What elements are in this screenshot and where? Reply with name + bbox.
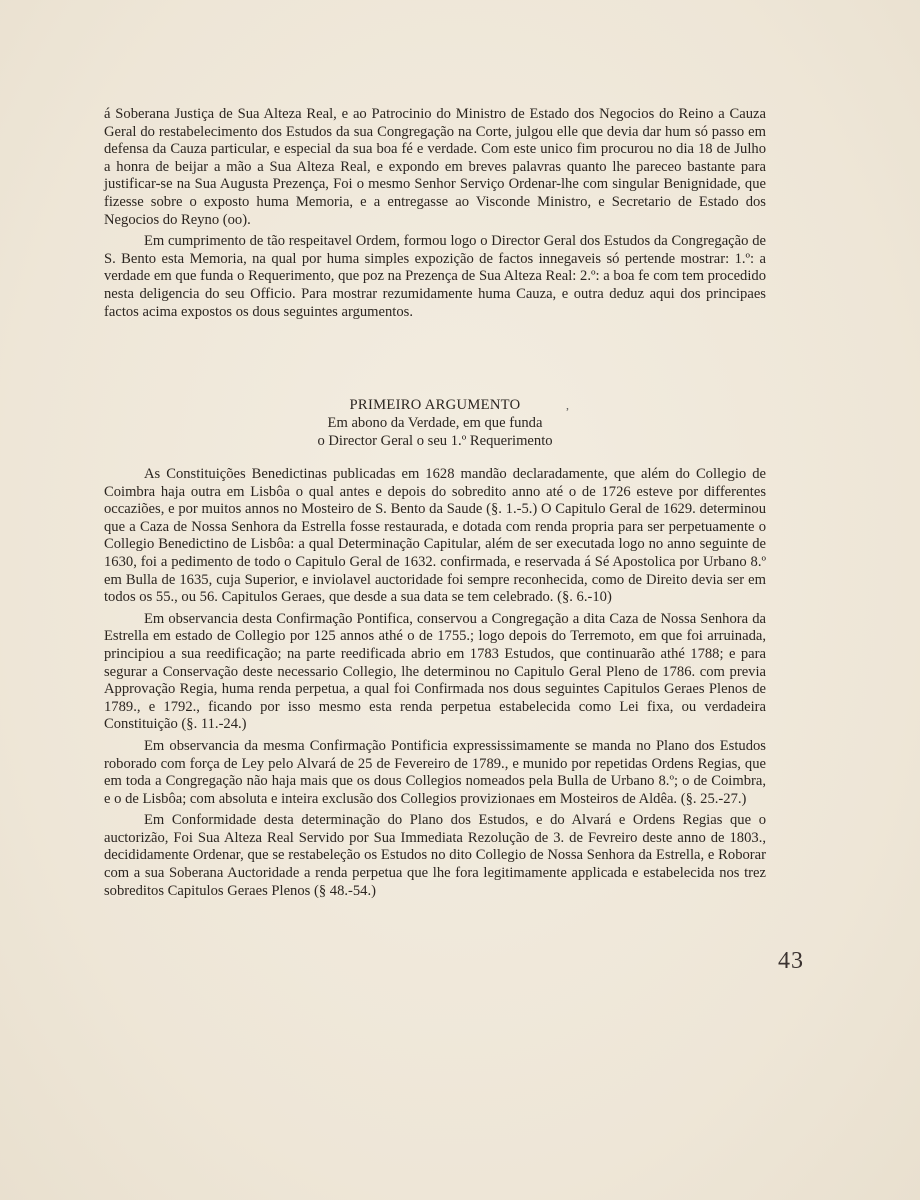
heading-subtitle-line-1: Em abono da Verdade, em que funda [327,415,543,431]
text-block-top [104,106,766,325]
paragraph-continuation: á Soberana Justiça de Sua Alteza Real, e ao Patrocinio do Ministro de Estado dos Negocios do Reino a Cauza Geral do restabelecimento dos Estudos da sua Congregação na Corte, julgou elle que devia dar hum só passo em defensa da Cauza particular, e especial da sua boa fé e verdade. Com este unico fim procurou no dia 18 de Julho a honra de beijar a mão a Sua Alteza Real, e expondo em breves palavras quanto lhe pareceo bastante para justificar-se na Sua Augusta Prezença, Foi o mesmo Senhor Serviço Ordenar-lhe com singular Benignidade, que fizesse sobre o exposto huma Memoria, e a entregasse ao Visconde Ministro, e Secretario de Estado dos Negocios do Reyno (oo). [104,106,766,228]
page-number: 43 [778,948,804,974]
paragraph-conformidade: Em Conformidade desta determinação do Plano dos Estudos, e do Alvará e Ordens Regias que o auctorizão, Foi Sua Alteza Real Servido por Sua Immediata Rezolução de 3. de Fevreiro deste anno de 1803., decididamente Ordenar, que se restabeleção os Estudos no dito Collegio de Nossa Senhora da Estrella, e Roborar com a sua Soberana Auctoridade a renda perpetua que lhe fora legitimamente applicada e estabelecida nos trez sobreditos Capitulos Geraes Plenos (§ 48.-54.) [104,812,766,899]
stray-mark: , [566,398,569,412]
paragraph-plano-estudos: Em observancia da mesma Confirmação Pontificia expressissimamente se manda no Plano dos Estudos roborado com força de Ley pelo Alvará de 25 de Fevereiro de 1789., e munido por repetidas Ordens Regias, que em toda a Congregação não haja mais que os dous Collegios nomeados pela Bulla de Urbano 8.º; o de Coimbra, e o de Lisbôa; com absoluta e inteira exclusão dos Collegios provizionaes em Mosteiros de Aldêa. (§. 25.-27.) [104,737,766,807]
heading-subtitle-line-2: o Director Geral o seu 1.º Requerimento [317,433,553,449]
paragraph-memoria: Em cumprimento de tão respeitavel Ordem, formou logo o Director Geral dos Estudos da Congregação de S. Bento esta Memoria, na qual por huma simples expozição de factos innegaveis só pertende mostrar: 1.º: a verdade em que funda o Requerimento, que poz na Prezença de Sua Alteza Real: 2.º: a boa fe com tem procedido nesta deligencia do seu Officio. Para mostrar rezumidamente huma Cauza, e outra deduz aqui dos principaes factos acima expostos os dous seguintes argumentos. [104,233,766,320]
paragraph-constituicoes: As Constituições Benedictinas publicadas em 1628 mandão declaradamente, que além do Collegio de Coimbra haja outra em Lisbôa o qual antes e depois do sobredito anno até o de 1726 esteve por differentes occaziões, e por muitos annos no Mosteiro de S. Bento da Saude (§. 1.-5.) O Capitulo Geral de 1629. determinou que a Caza de Nossa Senhora da Estrella fosse restaurada, e dotada com renda propria para ser perpetuamente o Collegio Benedictino de Lisbôa: a qual Determinação Capitular, além de ser executada logo no anno seguinte de 1630, foi a pedimento de todo o Capitulo Geral de 1632. confirmada, e reservada á Sé Apostolica por Urbano 8.º em Bulla de 1635, cuja Superior, e inviolavel auctoridade foi sempre reconhecida, como de Direito devia ser em todos os 55., ou 56. Capitulos Geraes, que desde a sua data se tem celebrado. (§. 6.-10) [104,466,766,606]
section-heading [104,396,766,450]
paragraph-confirmacao: Em observancia desta Confirmação Pontifica, conservou a Congregação a dita Caza de Nossa Senhora da Estrella em estado de Collegio por 125 annos athé o de 1755.; logo depois do Terremoto, em que foi arruinada, principiou a sua reedificação; na parte reedificada abrio em 1783 Estudos, que continuarão athé 1788; e para segurar a Conservação deste necessario Collegio, lhe determinou no Capitulo Geral Pleno de 1786. com previa Approvação Regia, huma renda perpetua, a qual foi Confirmada nos dous seguintes Capitulos Geraes Plenos de 1789., e 1792., ficando por isso mesmo esta renda perpetua estabelecida como Lei fixa, ou verdadeira Constituição (§. 11.-24.) [104,610,766,733]
text-block-argument [104,466,766,904]
heading-title: PRIMEIRO ARGUMENTO [349,397,521,413]
